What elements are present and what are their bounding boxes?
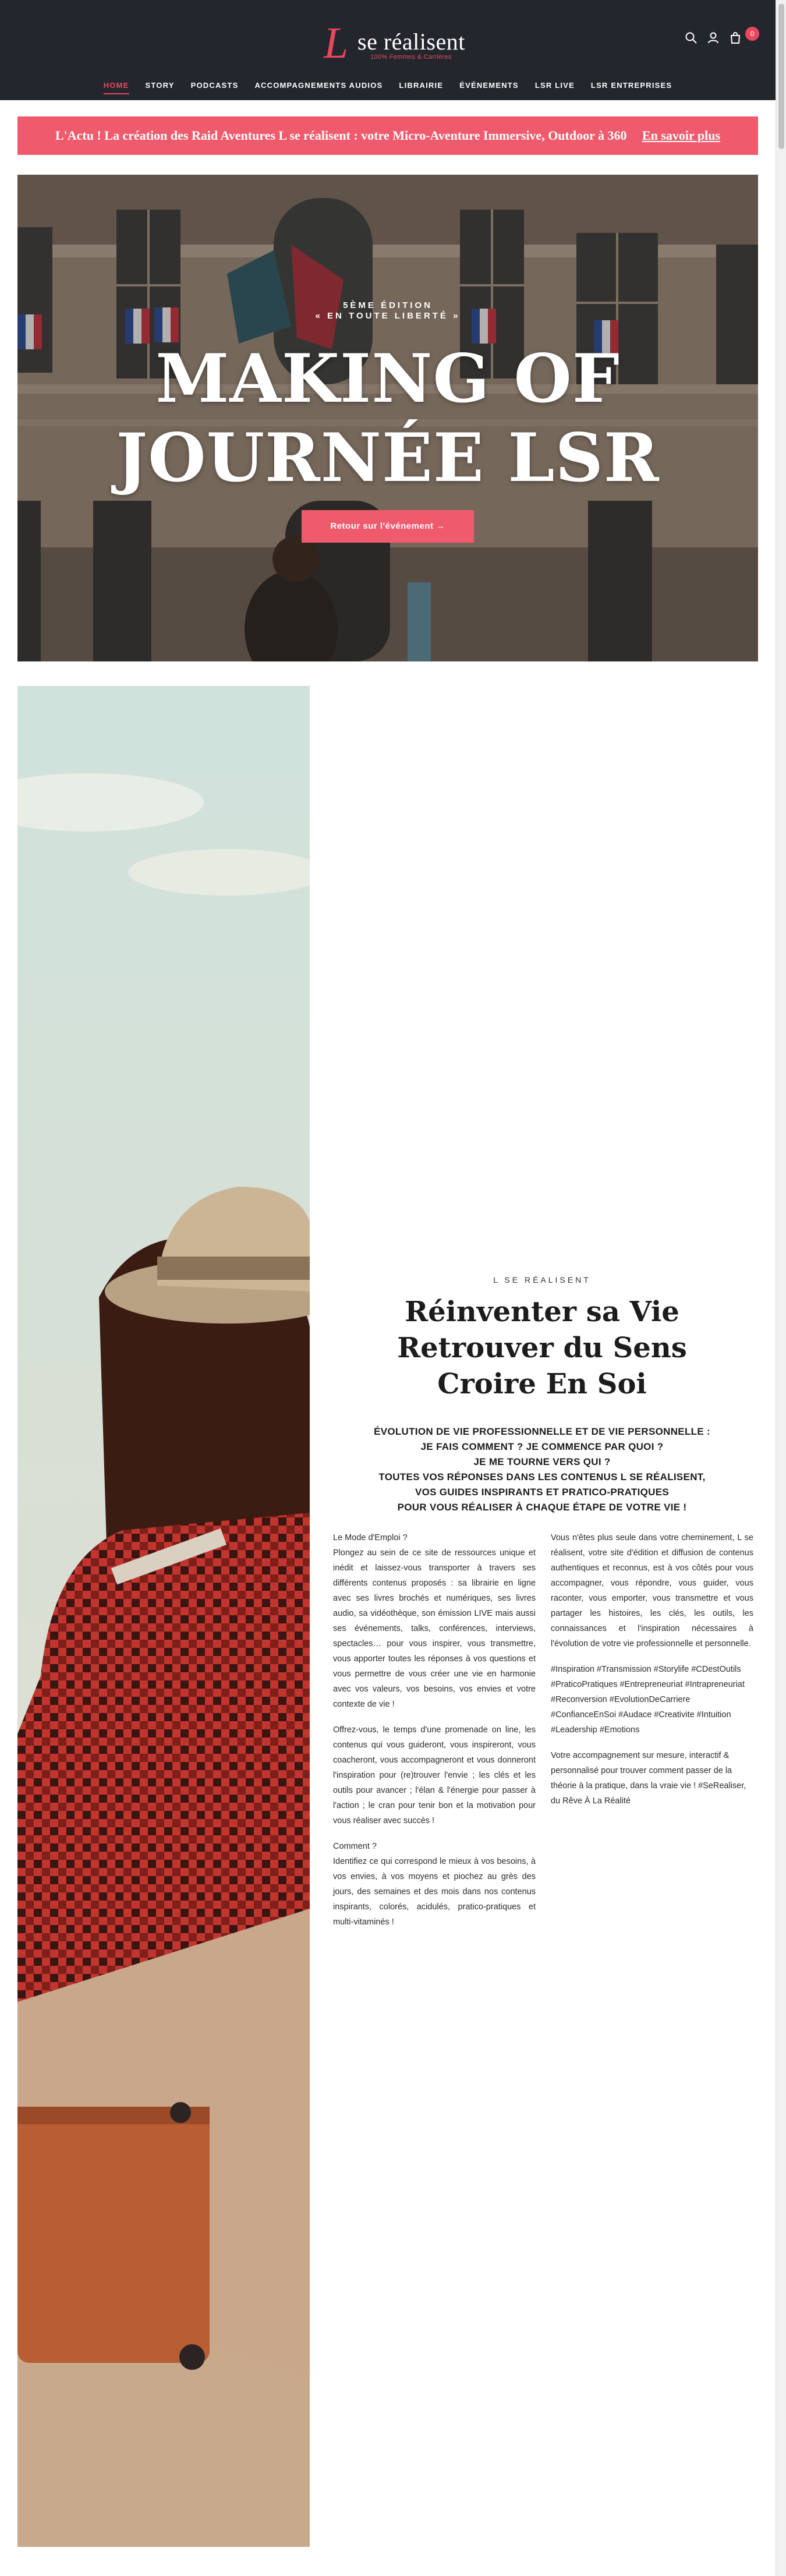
nav-item--v-nements[interactable]: ÉVÉNEMENTS — [459, 81, 519, 90]
mode-emploi-heading: Le Mode d'Emploi ? — [333, 1533, 408, 1542]
nav-item-librairie[interactable]: LIBRAIRIE — [399, 81, 444, 90]
traveler-woman-image — [17, 686, 310, 2547]
comment-heading: Comment ? — [333, 1842, 377, 1851]
logo-tagline: 100% Femmes & Carrières — [370, 54, 452, 61]
search-icon[interactable] — [685, 31, 698, 44]
custom-support-text: Votre accompagnement sur mesure, interactif & personnalisé pour trouver comment passer de la théorie à la pratique, dans la vraie vie ! #SeRealiser, du Rêve À La Réalité — [551, 1751, 746, 1806]
cart-icon[interactable] — [729, 31, 742, 44]
caps-line: POUR VOUS RÉALISER À CHAQUE ÉTAPE DE VOTRE VIE ! — [397, 1502, 687, 1513]
hero-banner — [17, 175, 758, 661]
page-scrollbar[interactable] — [776, 0, 786, 2576]
traveler-illustration — [17, 686, 310, 2547]
user-icon[interactable] — [707, 31, 720, 44]
nav-item-lsr-live[interactable]: LSR LIVE — [534, 81, 575, 90]
hero-edition-subtitle: « EN TOUTE LIBERTÉ » — [315, 311, 461, 321]
content-column-right — [551, 1530, 753, 1819]
logo-letter: L — [324, 19, 349, 68]
caps-line: ÉVOLUTION DE VIE PROFESSIONNELLE ET DE VIE PERSONNELLE : — [374, 1426, 710, 1437]
offrez-vous-text: Offrez-vous, le temps d'une promenade on line, les contenus qui vous guideront, vous inspireront, vous coacheront, vous accompagneront et vous donneront l'inspiration pour (re)trouver l'envie ; les clés et les outils pour avancer ; l'élan & l'énergie pour passer à l'action ; le cran pour tenir bon et la motivation pour vous réaliser avec succès ! — [333, 1725, 536, 1825]
section-title-line1: Réinventer sa Vie — [405, 1296, 679, 1328]
section-intro-caps — [326, 1424, 758, 1515]
nav-item-home[interactable]: HOME — [104, 79, 129, 92]
nav-item-lsr-entreprises[interactable]: LSR ENTREPRISES — [590, 81, 672, 90]
section-title-line3: Croire En Soi — [437, 1368, 647, 1400]
accompaniment-text: Vous n'êtes plus seule dans votre cheminement, L se réalisent, votre site d'édition et diffusion de contenus authentiques et reconnus, est à vos côtés pour vous accompagner, vous répondre, vous guider, vous raconter, vous emporter, vous transmettre et vous partager les histoires, les clés, les outils, les connaissances et l'inspiration nécessaires à l'évolution de votre vie professionnelle et personnelle. — [551, 1533, 753, 1648]
hero-title-line1: MAKING OF — [155, 339, 620, 417]
hero-edition: 5ÈME ÉDITION — [343, 300, 433, 310]
nav-item-accompagnements-audios[interactable]: ACCOMPAGNEMENTS AUDIOS — [254, 81, 383, 90]
section-title — [326, 1294, 758, 1402]
scrollbar-thumb[interactable] — [778, 3, 784, 149]
announcement-banner — [17, 116, 758, 155]
hero-title-line2: JOURNÉE LSR — [116, 419, 660, 497]
nav-item-story[interactable]: STORY — [145, 81, 175, 90]
caps-line: TOUTES VOS RÉPONSES DANS LES CONTENUS L SE RÉALISENT, — [378, 1471, 706, 1482]
announcement-link[interactable]: En savoir plus — [642, 128, 721, 143]
site-logo[interactable] — [324, 19, 465, 68]
logo-text: se réalisent — [357, 29, 465, 55]
caps-line: JE ME TOURNE VERS QUI ? — [473, 1456, 611, 1467]
content-column-left — [333, 1530, 536, 1940]
site-header — [0, 0, 776, 100]
hashtags: #Inspiration #Transmission #Storylife #CDestOutils #PraticoPratiques #Entrepreneuriat #Intrapreneuriat #Reconversion #EvolutionDeCarriere #ConfianceEnSoi #Audace #Creativite #Intuition #Leadership #Emotions — [551, 1665, 745, 1735]
comment-text: Identifiez ce qui correspond le mieux à vos besoins, à vos envies, à vos moyens et piochez au grès des jours, des semaines et des mois dans nos contenus inspirants, colorés, acidulés, pratico-pratiques et multi-vitaminés ! — [333, 1857, 536, 1927]
mode-emploi-text: Plongez au sein de ce site de ressources unique et inédit et laissez-vous transporter à travers ses différents contenus proposés : sa librairie en ligne avec ses livres brochés et numériques, ses livres audio, sa vidéothèque, son émission LIVE mais aussi ses événements, talks, conférences, interviews, spectacles… pour vous inspirer, vous transmettre, vous apporter toutes les réponses à vos questions et vous permettre de vous créer une vie en harmonie avec vos valeurs, vos besoins, vos envies et votre contexte de vie ! — [333, 1548, 536, 1709]
event-recap-button[interactable]: Retour sur l'événement → — [302, 510, 474, 543]
section-title-line2: Retrouver du Sens — [397, 1332, 687, 1364]
caps-line: JE FAIS COMMENT ? JE COMMENCE PAR QUOI ? — [420, 1441, 664, 1452]
header-icons — [685, 27, 772, 47]
section-kicker: L SE RÉALISENT — [493, 1275, 591, 1285]
nav-item-podcasts[interactable]: PODCASTS — [190, 81, 239, 90]
cart-count-badge: 0 — [745, 27, 759, 41]
caps-line: VOS GUIDES INSPIRANTS ET PRATICO-PRATIQUES — [415, 1487, 670, 1498]
main-navigation — [0, 79, 776, 93]
announcement-text: L'Actu ! La création des Raid Aventures L se réalisent : votre Micro-Aventure Immersive, Outdoor à 360 — [55, 128, 627, 143]
